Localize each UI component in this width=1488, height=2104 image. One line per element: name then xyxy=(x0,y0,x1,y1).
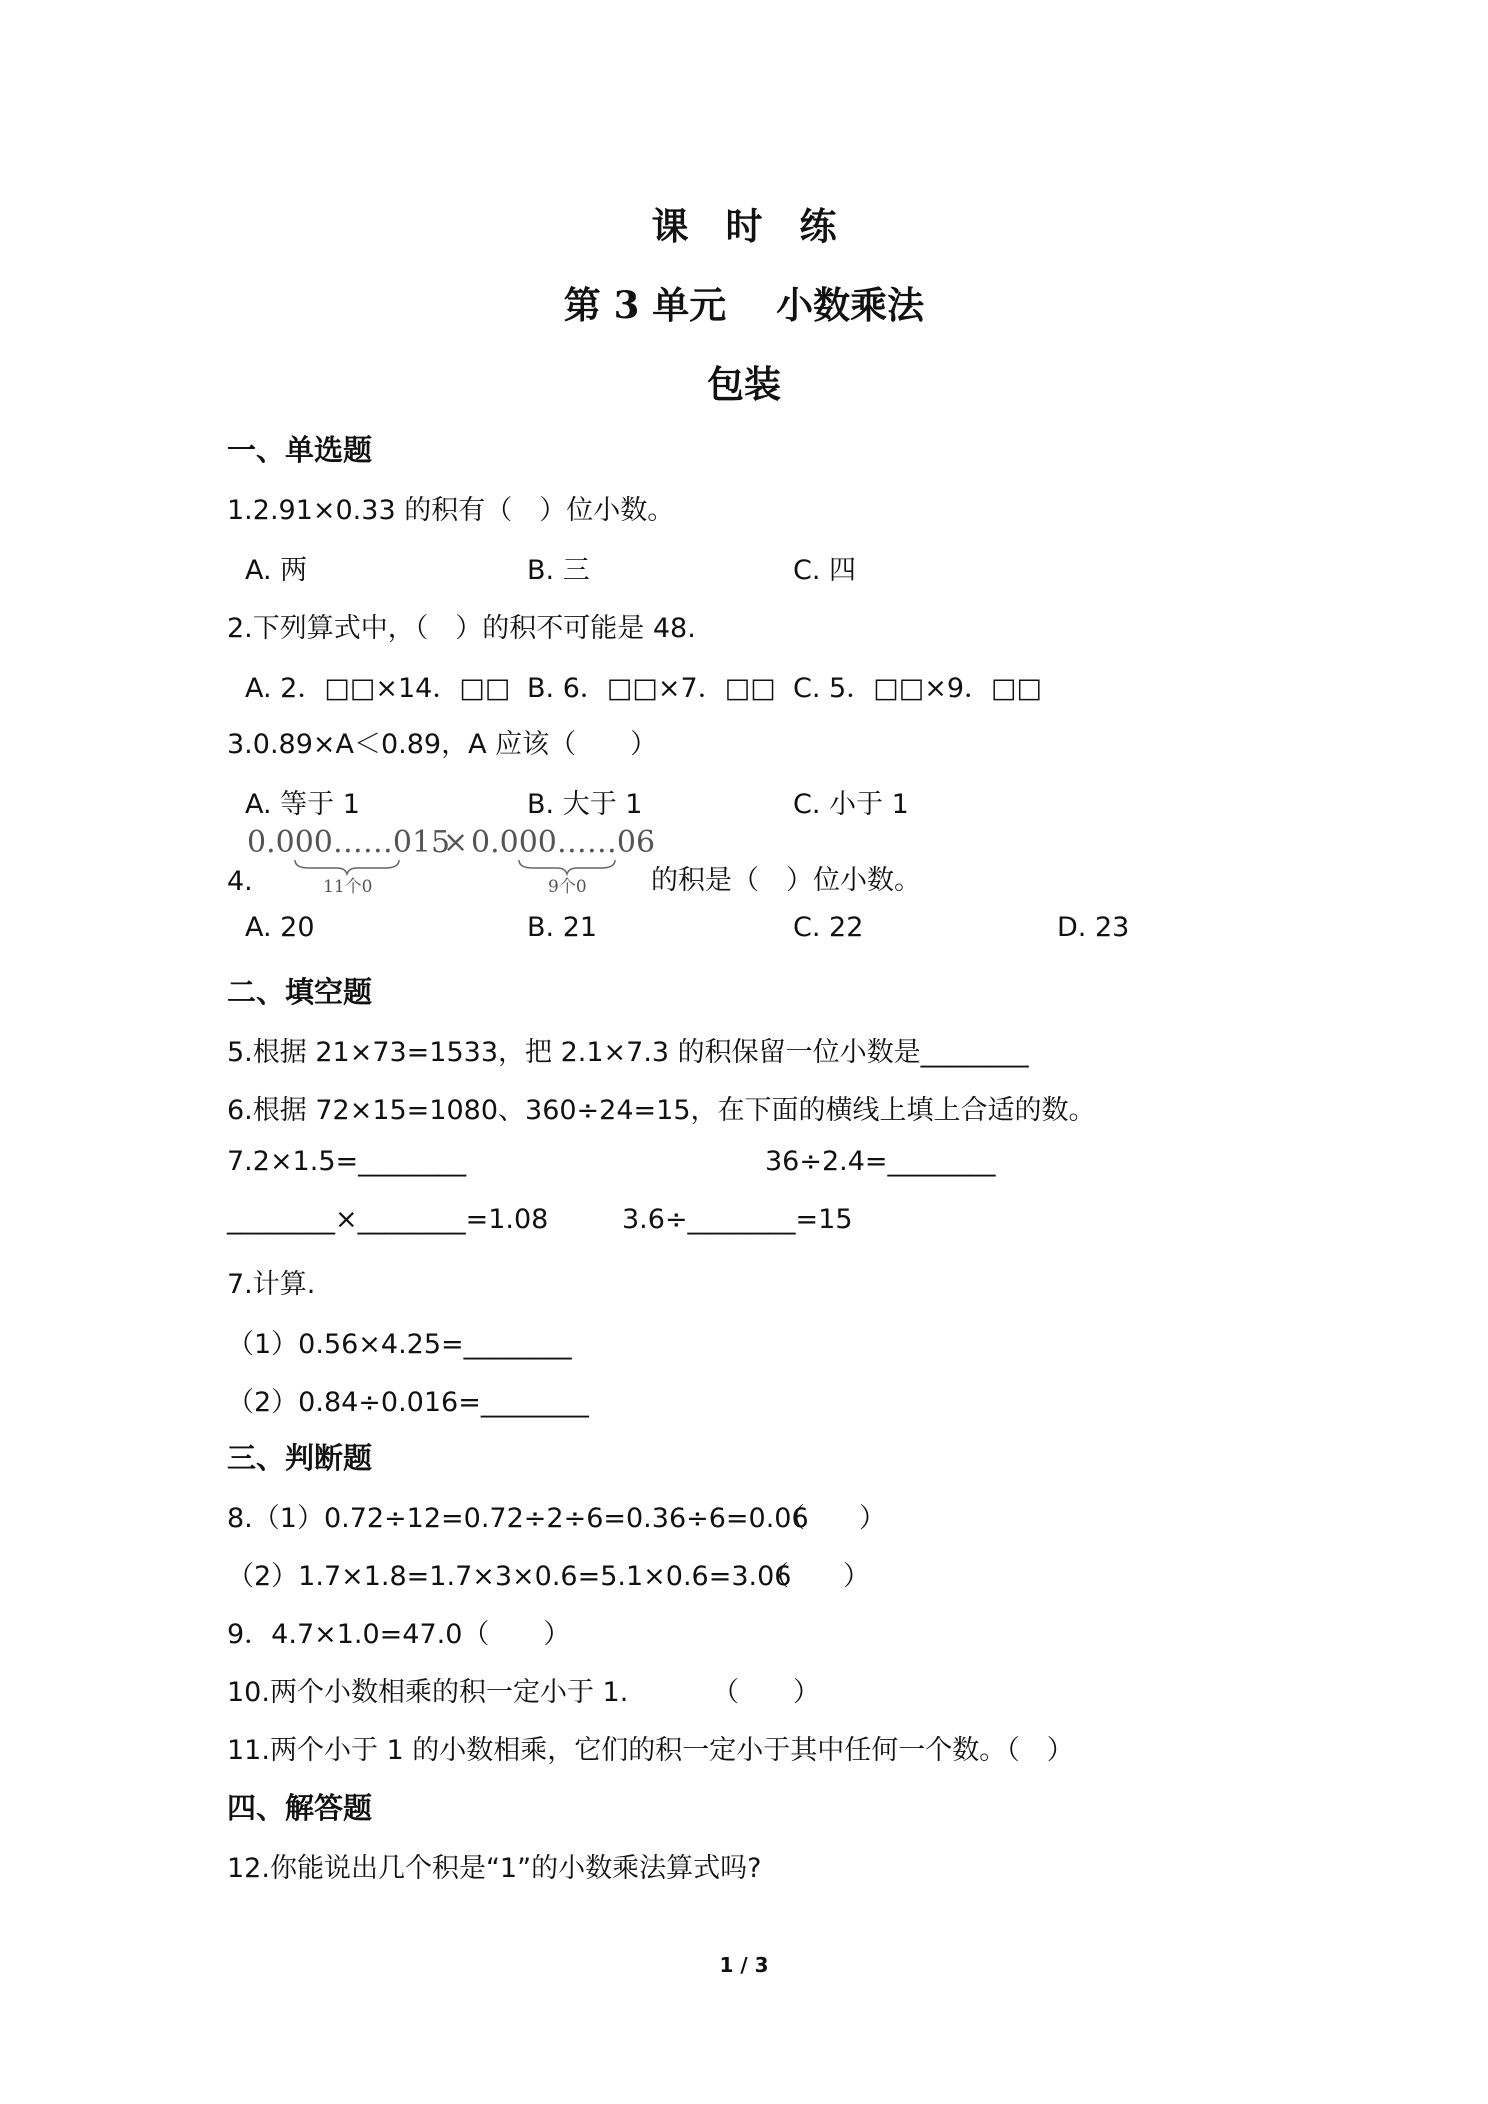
question-6: 6.根据 72×15=1080、360÷24=15，在下面的横线上填上合适的数。 xyxy=(227,1095,1096,1126)
question-7: 7.计算. xyxy=(227,1269,316,1300)
q4-factor-1: 0.000……015 xyxy=(247,825,451,860)
q6-blank-1: 7.2×1.5=________ xyxy=(227,1146,467,1177)
question-12: 12.你能说出几个积是“1”的小数乘法算式吗? xyxy=(227,1853,762,1884)
page-title: 课 时 练 xyxy=(651,204,837,248)
q2-option-b: B. 6．□□×7．□□ xyxy=(527,673,776,704)
q7-part-1: （1）0.56×4.25=________ xyxy=(227,1329,572,1360)
q6-blank-2: 36÷2.4=________ xyxy=(765,1146,996,1177)
question-10: 10.两个小数相乘的积一定小于 1. xyxy=(227,1677,629,1708)
question-4-number: 4. xyxy=(227,866,253,897)
question-8-part-2: （2）1.7×1.8=1.7×3×0.6=5.1×0.6=3.06 xyxy=(227,1561,792,1592)
q4-times-sign: × xyxy=(443,825,469,860)
q4-expression-figure xyxy=(245,822,665,894)
q3-option-c: C. 小于 1 xyxy=(793,789,909,820)
q6-blank-4: 3.6÷________=15 xyxy=(622,1204,853,1235)
question-3: 3.0.89×A＜0.89，A 应该（ ） xyxy=(227,729,658,760)
q7-part-2: （2）0.84÷0.016=________ xyxy=(227,1387,589,1418)
q4-expression-svg xyxy=(245,822,665,894)
q4-option-d: D. 23 xyxy=(1057,912,1130,943)
section-heading-answer: 四、解答题 xyxy=(227,1791,373,1825)
section-heading-fill-blank: 二、填空题 xyxy=(227,975,373,1009)
question-4-text: 的积是（ ）位小数。 xyxy=(651,865,921,896)
q1-option-c: C. 四 xyxy=(793,555,857,586)
q4-factor-2: 0.000……06 xyxy=(471,825,656,860)
q4-brace-label-1: 11个0 xyxy=(323,877,373,894)
unit-title: 第 3 单元 小数乘法 xyxy=(563,283,925,327)
q1-option-a: A. 两 xyxy=(245,555,308,586)
q10-answer-paren: （ ） xyxy=(712,1677,820,1708)
q4-brace-1 xyxy=(295,860,399,874)
q8-part-2-answer-paren: （ ） xyxy=(762,1561,870,1592)
question-2: 2.下列算式中，（ ）的积不可能是 48. xyxy=(227,613,696,644)
q3-option-b: B. 大于 1 xyxy=(527,789,643,820)
q6-blank-3: ________×________=1.08 xyxy=(227,1204,549,1235)
question-11: 11.两个小于 1 的小数相乘，它们的积一定小于其中任何一个数。（ ） xyxy=(227,1735,1074,1766)
question-9: 9．4.7×1.0=47.0（ ） xyxy=(227,1619,571,1650)
question-5: 5.根据 21×73=1533，把 2.1×7.3 的积保留一位小数是________ xyxy=(227,1037,1029,1068)
q2-option-a: A. 2．□□×14．□□ xyxy=(245,673,511,704)
page-number: 1 / 3 xyxy=(719,1953,769,1977)
question-1: 1.2.91×0.33 的积有（ ）位小数。 xyxy=(227,495,675,526)
q4-option-c: C. 22 xyxy=(793,912,864,943)
q2-option-c: C. 5．□□×9．□□ xyxy=(793,673,1043,704)
section-heading-true-false: 三、判断题 xyxy=(227,1441,373,1475)
q8-part-1-answer-paren: （ ） xyxy=(778,1503,886,1534)
lesson-title: 包装 xyxy=(707,362,781,406)
q4-option-a: A. 20 xyxy=(245,912,315,943)
section-heading-single-choice: 一、单选题 xyxy=(227,433,373,467)
question-8-part-1: 8.（1）0.72÷12=0.72÷2÷6=0.36÷6=0.06 xyxy=(227,1503,809,1534)
q1-option-b: B. 三 xyxy=(527,555,590,586)
q4-brace-2 xyxy=(519,860,615,874)
q3-option-a: A. 等于 1 xyxy=(245,789,360,820)
q4-brace-label-2: 9个0 xyxy=(548,877,587,894)
q4-option-b: B. 21 xyxy=(527,912,598,943)
